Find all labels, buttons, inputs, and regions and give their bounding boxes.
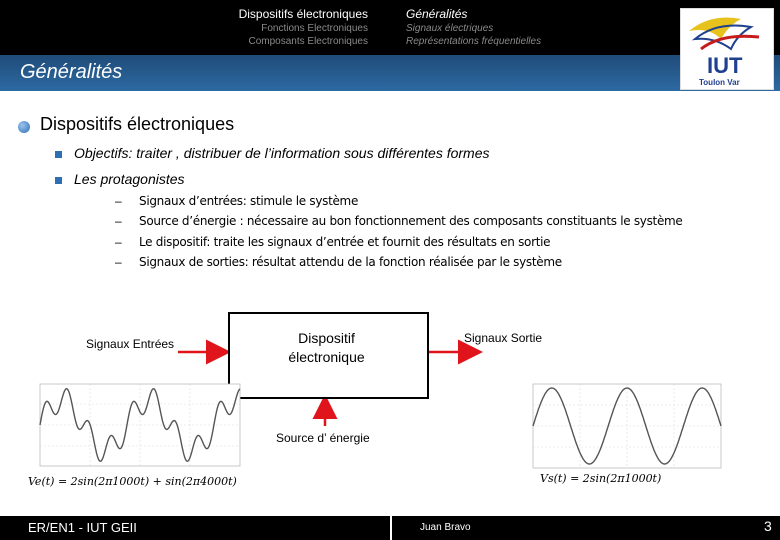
- nav-right-sub2[interactable]: Représentations fréquentielles: [406, 36, 542, 47]
- bullet-protagonistes: Les protagonistes: [74, 171, 185, 187]
- device-label-line2: électronique: [288, 349, 365, 365]
- item-signaux-sorties: Signaux de sorties: résultat attendu de la fonction réalisée par le système: [139, 255, 562, 269]
- footer-page-number: 3: [764, 518, 772, 534]
- input-signal-label: Signaux Entrées: [86, 337, 175, 351]
- input-waveform-plot: [30, 378, 245, 468]
- device-label-line1: Dispositif: [298, 330, 355, 346]
- device-box-label: [228, 329, 425, 367]
- dash-bullet: –: [115, 214, 122, 228]
- bullet-level1: Dispositifs électroniques: [40, 114, 235, 134]
- footer-author: Juan Bravo: [420, 522, 471, 533]
- item-signaux-entrees: Signaux d’entrées: stimule le système: [139, 194, 359, 208]
- logo-text-toulon: Toulon Var: [699, 78, 740, 87]
- energy-source-label: Source d’ énergie: [276, 431, 370, 445]
- slide-title: Généralités: [20, 61, 123, 83]
- item-dispositif: Le dispositif: traite les signaux d’entrée et fournit des résultats en sortie: [139, 235, 551, 249]
- input-formula: Ve(t) = 2sin(2π1000t) + sin(2π4000t): [28, 475, 237, 488]
- dash-bullet: –: [115, 235, 122, 249]
- footer-course: ER/EN1 - IUT GEII: [28, 520, 137, 535]
- dash-bullet: –: [115, 255, 122, 269]
- item-source-energie: Source d’énergie : nécessaire au bon fonctionnement des composants constituants le système: [139, 214, 683, 228]
- nav-right-sub1[interactable]: Signaux électriques: [406, 23, 494, 34]
- output-formula: Vs(t) = 2sin(2π1000t): [540, 472, 662, 485]
- nav-left-sub2[interactable]: Composants Electroniques: [248, 36, 368, 47]
- nav-right-title[interactable]: Généralités: [406, 7, 468, 21]
- nav-left-sub1[interactable]: Fonctions Electroniques: [261, 23, 368, 34]
- dash-bullet: –: [115, 194, 122, 208]
- output-signal-label: Signaux Sortie: [464, 331, 543, 345]
- bullet-objectifs: Objectifs: traiter , distribuer de l’information sous différentes formes: [74, 145, 490, 161]
- logo-text-iut: IUT: [707, 53, 743, 78]
- output-waveform-plot: [525, 380, 725, 470]
- nav-left-title[interactable]: Dispositifs électroniques: [238, 7, 368, 21]
